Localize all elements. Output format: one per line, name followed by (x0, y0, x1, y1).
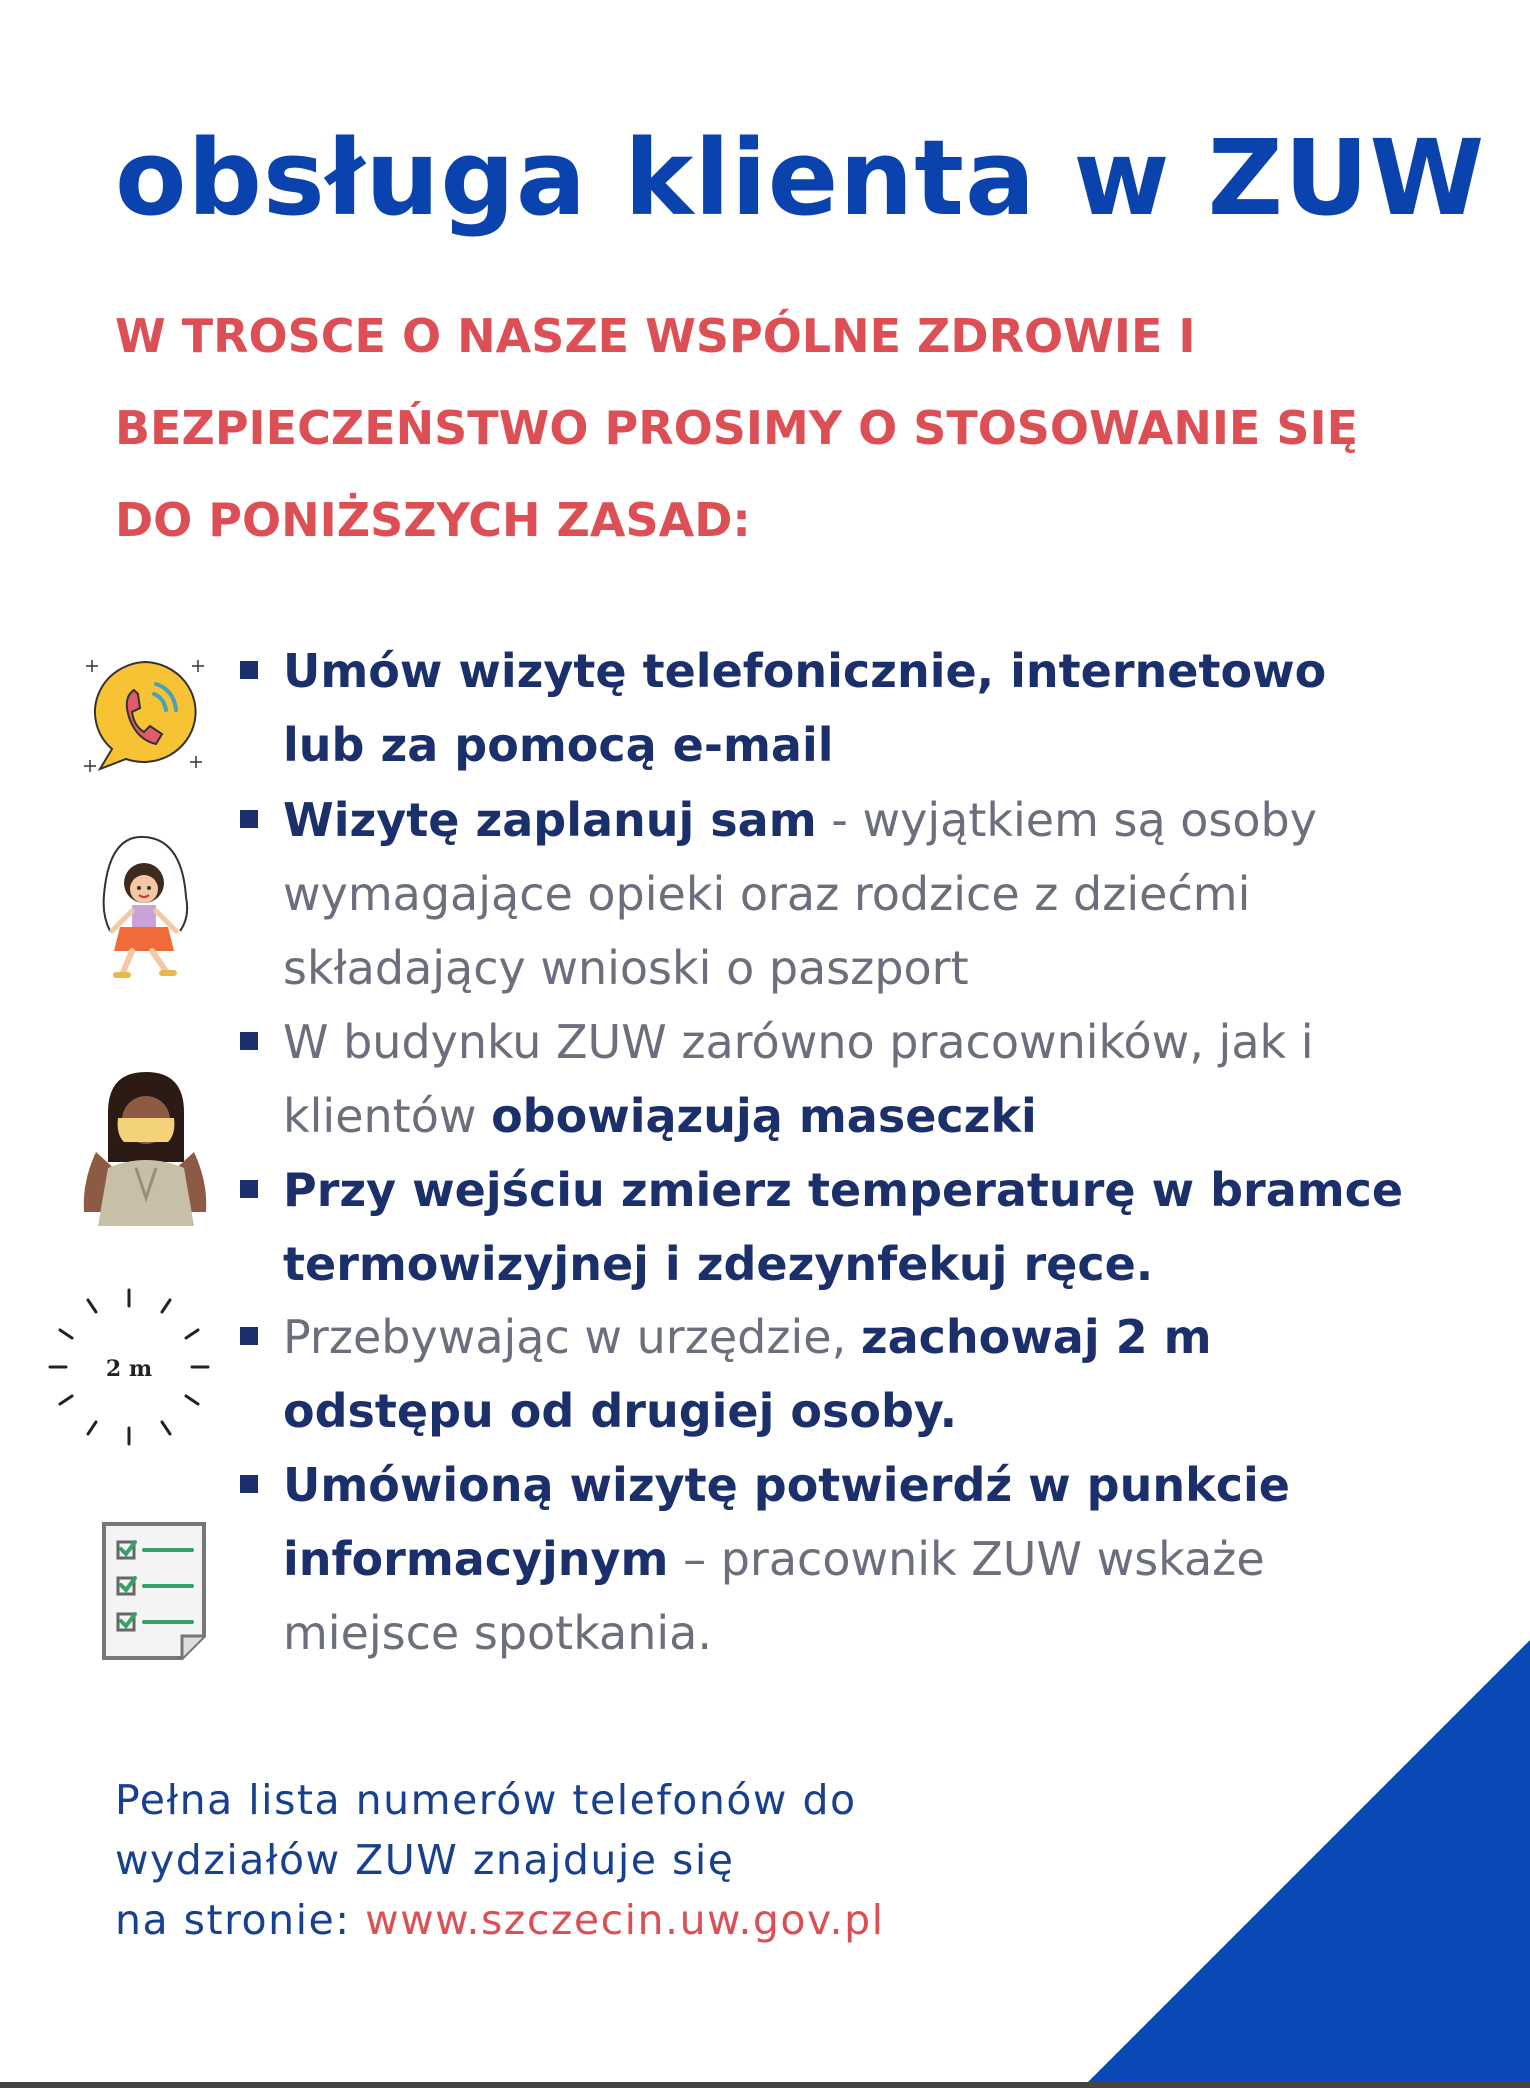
distance-2m-icon (44, 1282, 214, 1452)
bullet-marker (240, 1475, 258, 1493)
distance-label: 2 m (105, 1356, 153, 1382)
woman-mask-icon (78, 1072, 213, 1227)
rule-text-bold: informacyjnym (283, 1532, 669, 1586)
website-link[interactable]: www.szczecin.uw.gov.pl (365, 1896, 885, 1944)
rule-text-bold: obowiązują maseczki (491, 1089, 1037, 1143)
rule-line (240, 1522, 1410, 1596)
footer-info (115, 1770, 885, 1950)
rule-item (240, 634, 1410, 782)
rule-item (240, 1448, 1410, 1670)
footer-prefix: na stronie: (115, 1896, 366, 1944)
rule-text: miejsce spotkania. (283, 1606, 712, 1660)
bullet-marker (240, 1327, 258, 1345)
bullet-marker (240, 661, 258, 679)
rule-line (240, 1596, 1410, 1670)
rule-text-bold: Umów wizytę telefonicznie, internetowo (283, 644, 1327, 698)
rule-line (240, 634, 1410, 708)
rule-text: wymagające opieki oraz rodzice z dziećmi (283, 867, 1251, 921)
page-title: obsługa klienta w ZUW (115, 117, 1486, 239)
rule-text: W budynku ZUW zarówno pracowników, jak i (283, 1015, 1314, 1069)
rule-line (240, 1079, 1410, 1153)
subtitle (115, 290, 1435, 566)
checklist-icon (100, 1520, 212, 1662)
rule-text-bold: Umówioną wizytę potwierdź w punkcie (283, 1458, 1290, 1512)
footer-line: wydziałów ZUW znajduje się (115, 1836, 735, 1884)
footer-line-last (115, 1890, 885, 1950)
bullet-marker (240, 1180, 258, 1198)
rule-item (240, 783, 1410, 1005)
subtitle-line: DO PONIŻSZYCH ZASAD: (115, 493, 751, 547)
rule-line (240, 1005, 1410, 1079)
rule-text-bold: termowizyjnej i zdezynfekuj ręce. (283, 1237, 1154, 1291)
rule-item (240, 1153, 1410, 1301)
footer-line: Pełna lista numerów telefonów do (115, 1776, 857, 1824)
rule-line (240, 1227, 1410, 1301)
rule-text-bold: zachowaj 2 m (860, 1310, 1212, 1364)
rule-line (240, 1153, 1410, 1227)
bullet-marker (240, 810, 258, 828)
rule-text: składający wnioski o paszport (283, 941, 969, 995)
rule-line (240, 1374, 1410, 1448)
subtitle-line: W TROSCE O NASZE WSPÓLNE ZDROWIE I (115, 309, 1196, 363)
corner-triangle-decoration (1082, 1640, 1530, 2088)
jump-rope-girl-icon (92, 835, 197, 1000)
rule-text-bold: lub za pomocą e-mail (283, 718, 834, 772)
rule-text-bold: Wizytę zaplanuj sam (283, 793, 817, 847)
rule-item (240, 1005, 1410, 1153)
rule-text-bold: Przy wejściu zmierz temperaturę w bramce (283, 1163, 1404, 1217)
rule-line (240, 708, 1410, 782)
rule-text-bold: odstępu od drugiej osoby. (283, 1384, 958, 1438)
rule-text: - wyjątkiem są osoby (816, 793, 1317, 847)
subtitle-line: BEZPIECZEŃSTWO PROSIMY O STOSOWANIE SIĘ (115, 401, 1359, 455)
rule-line (240, 931, 1410, 1005)
rule-line (240, 1300, 1410, 1374)
phone-bubble-icon (78, 650, 213, 780)
rule-text: – pracownik ZUW wskaże (668, 1532, 1265, 1586)
rule-line (240, 783, 1410, 857)
rule-line (240, 857, 1410, 931)
rule-item (240, 1300, 1410, 1448)
rule-text: klientów (283, 1089, 492, 1143)
bullet-marker (240, 1032, 258, 1050)
bottom-border (0, 2082, 1530, 2088)
rule-text: Przebywając w urzędzie, (283, 1310, 861, 1364)
rule-line (240, 1448, 1410, 1522)
